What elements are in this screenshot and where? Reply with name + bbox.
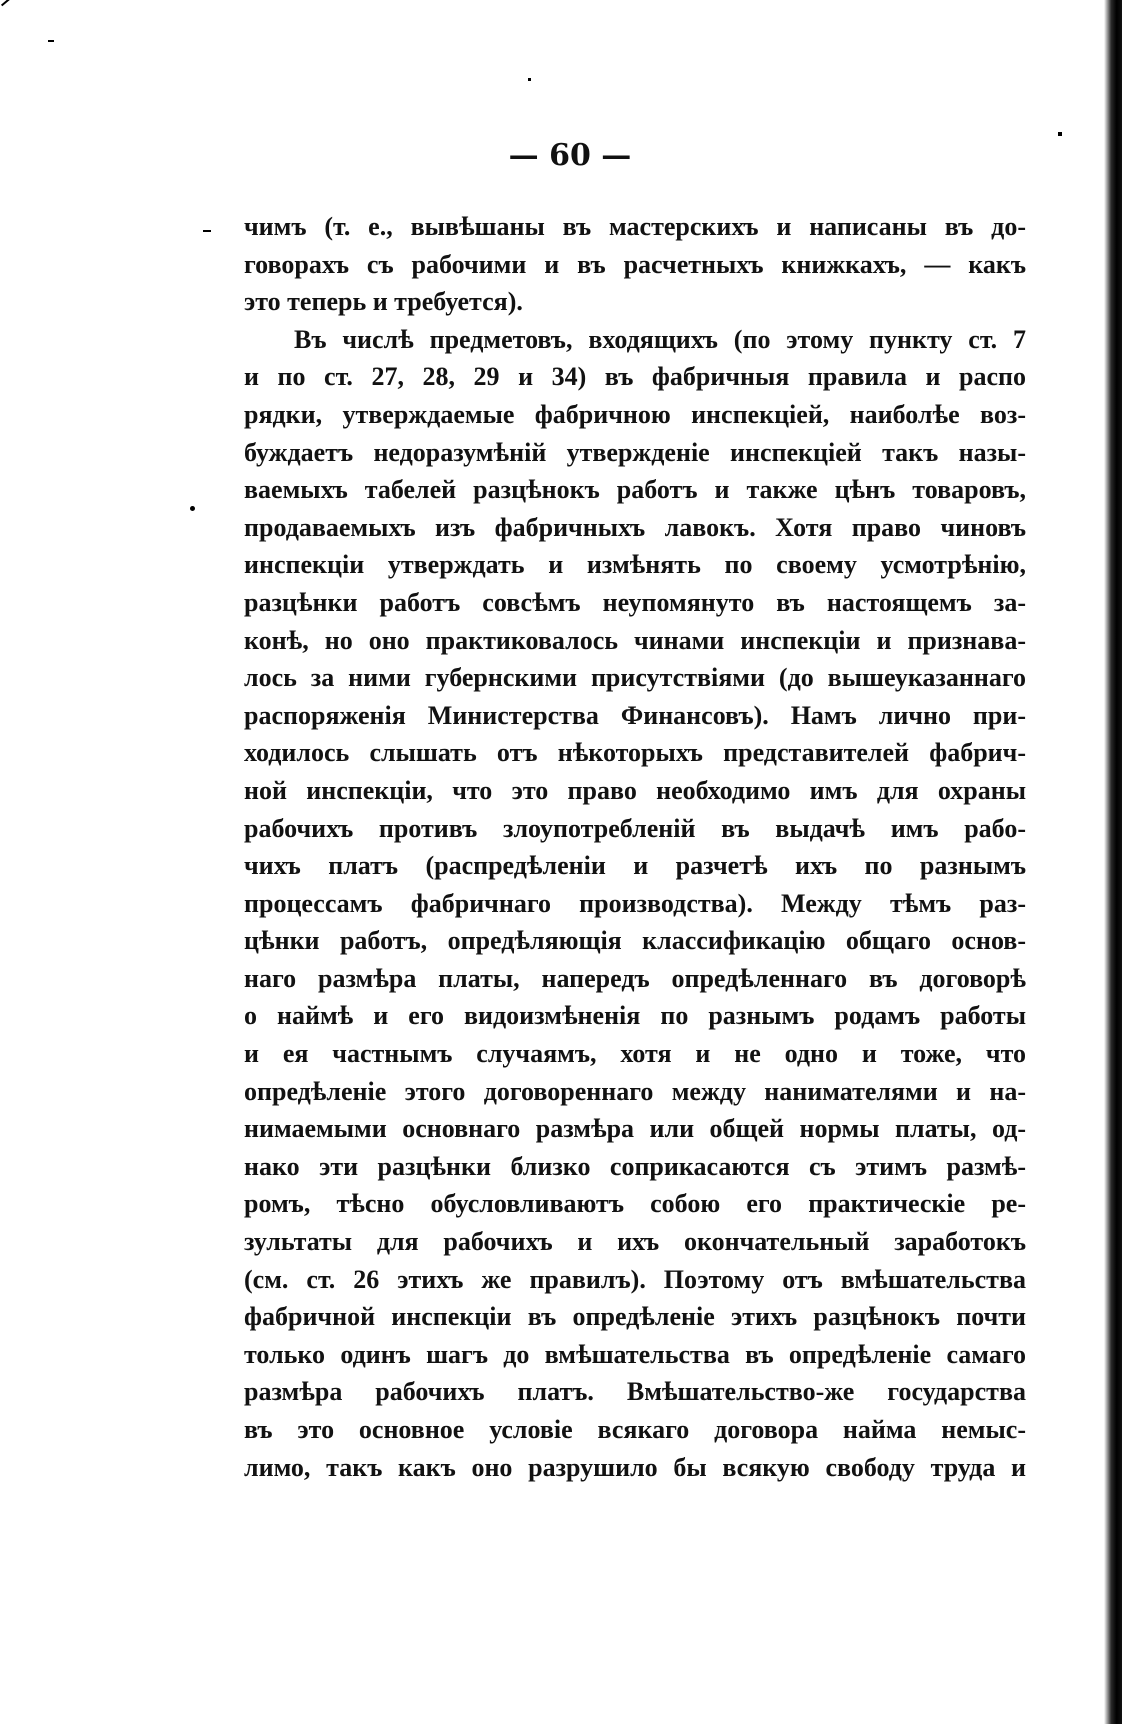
scan-speck [1,0,13,6]
text-line: распоряженія Министерства Финансовъ). Намъ лично при- [244,700,1026,730]
text-line: въ это основное условіе всякаго договора найма немыс- [244,1415,1026,1444]
scan-speck [48,40,54,42]
scan-speck [1058,132,1062,136]
text-line: ходилось слышать отъ нѣкоторыхъ представителей фабрич- [244,738,1026,768]
text-line: зультаты для рабочихъ и ихъ окончательный заработокъ [244,1227,1026,1257]
text-line: опредѣленіе этого договореннаго между нанимателями и на- [244,1076,1026,1106]
page-number: — 60 — [508,138,632,173]
text-line: только одинъ шагъ до вмѣшательства въ опредѣленіе самаго [244,1339,1026,1369]
text-line: конѣ, но оно практиковалось чинами инспекціи и признава- [244,625,1026,655]
text-line: (см. ст. 26 этихъ же правилъ). Поэтому отъ вмѣшательства [244,1264,1026,1294]
text-line: ваемыхъ табелей разцѣнокъ работъ и также цѣнъ товаровъ, [244,475,1026,505]
text-line: и по ст. 27, 28, 29 и 34) въ фабричныя правила и распо [244,362,1026,392]
text-line: продаваемыхъ изъ фабричныхъ лавокъ. Хотя право чиновъ [244,512,1026,542]
body-text [244,208,1026,1486]
text-line: буждаетъ недоразумѣній утвержденіе инспекціей такъ назы- [244,437,1026,467]
text-line: нако эти разцѣнки близко соприкасаются съ этимъ размѣ- [244,1151,1026,1181]
text-line: нимаемыми основнаго размѣра или общей нормы платы, од- [244,1114,1026,1144]
text-line: процессамъ фабричнаго производства). Между тѣмъ раз- [244,888,1026,918]
text-line: о наймѣ и его видоизмѣненія по разнымъ родамъ работы [244,1001,1026,1031]
text-line: рабочихъ противъ злоупотребленій въ выдачѣ имъ рабо- [244,813,1026,843]
text-line: наго размѣра платы, напередъ опредѣленнаго въ договорѣ [244,963,1026,993]
text-line: Въ числѣ предметовъ, входящихъ (по этому пункту ст. 7 [294,324,1026,354]
text-line: цѣнки работъ, опредѣляющія классификацію общаго основ- [244,926,1026,956]
text-line: чимъ (т. е., вывѣшаны въ мастерскихъ и написаны въ до- [244,212,1026,241]
text-line: разцѣнки работъ совсѣмъ неупомянуто въ настоящемъ за- [244,587,1026,617]
scan-speck [203,230,211,232]
text-line: это теперь и требуется). [244,287,523,317]
text-line: лимо, такъ какъ оно разрушило бы всякую свободу труда и [244,1452,1026,1482]
text-line: фабричной инспекціи въ опредѣленіе этихъ разцѣнокъ почти [244,1302,1026,1332]
text-line: рядки, утверждаемые фабричною инспекціей, наиболѣе воз- [244,399,1026,429]
text-line: лось за ними губернскими присутствіями (до вышеуказаннаго [244,663,1026,693]
scan-speck [190,506,195,511]
scan-speck [528,78,531,81]
text-line: и ея частнымъ случаямъ, хотя и не одно и тоже, что [244,1039,1026,1069]
text-line: чихъ платъ (распредѣленіи и разчетѣ ихъ по разнымъ [244,851,1026,881]
text-line: ной инспекціи, что это право необходимо имъ для охраны [244,775,1026,805]
text-line: инспекціи утверждать и измѣнять по своему усмотрѣнію, [244,550,1026,580]
page-margin-right [1122,0,1140,1724]
page-binding-shadow [1104,0,1122,1724]
text-line: говорахъ съ рабочими и въ расчетныхъ книжкахъ, — какъ [244,249,1026,279]
text-line: размѣра рабочихъ платъ. Вмѣшательство-же государства [244,1377,1026,1407]
text-line: ромъ, тѣсно обусловливаютъ собою его практическіе ре- [244,1189,1026,1219]
